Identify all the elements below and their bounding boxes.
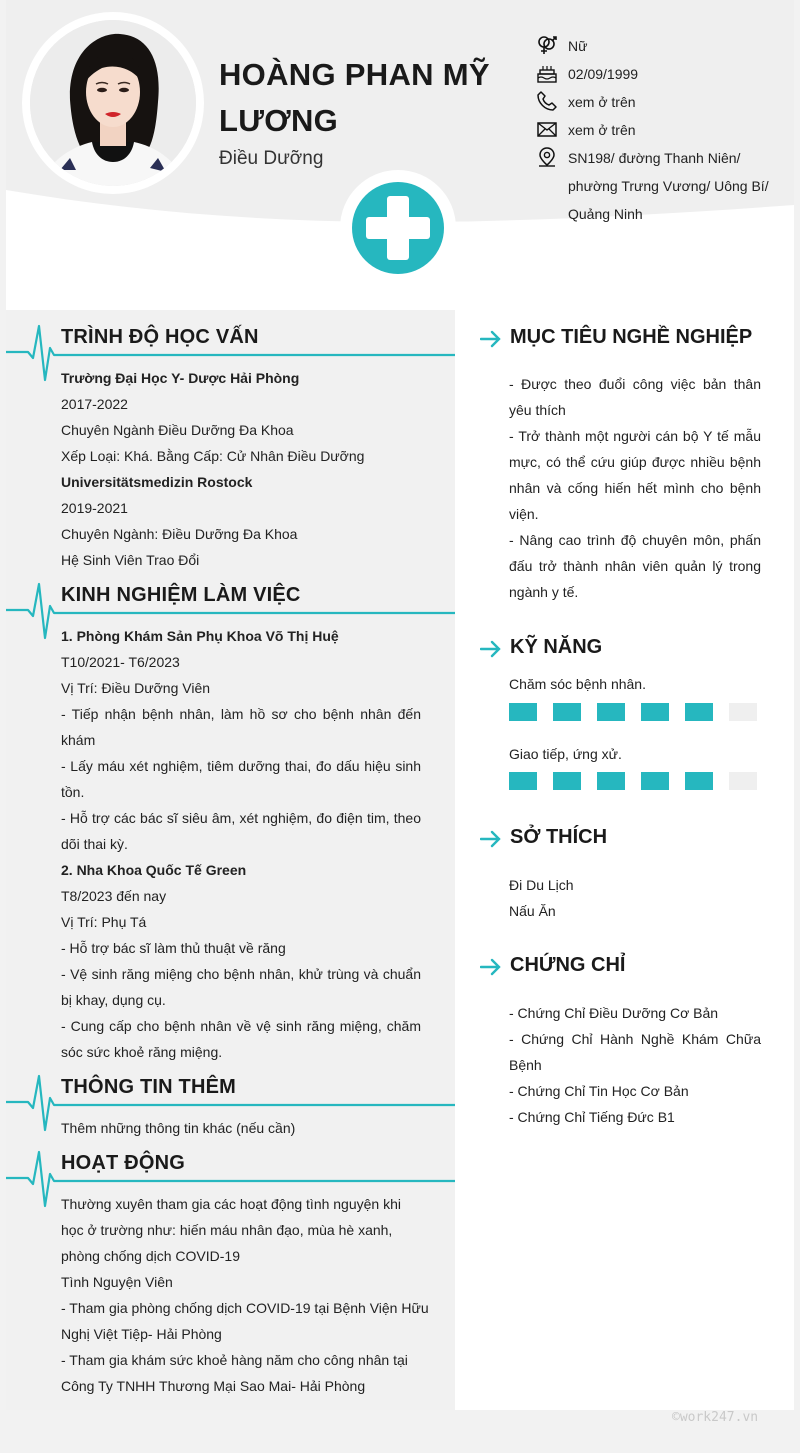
right-column — [455, 310, 794, 1410]
full-name: HOÀNG PHAN MỸ LƯƠNG — [219, 57, 490, 138]
certificate-item: - Chứng Chỉ Điều Dưỡng Cơ Bản — [509, 1005, 719, 1021]
location-pin-icon — [536, 146, 558, 168]
hobbies-list — [509, 872, 761, 924]
certificate-item: - Chứng Chỉ Tin Học Cơ Bản — [509, 1083, 689, 1099]
job-role: Điều Dưỡng — [219, 148, 324, 169]
arrow-right-icon — [480, 830, 502, 848]
skill-segment-empty — [729, 703, 757, 721]
skill-level-bar — [509, 772, 769, 790]
arrow-right-icon — [480, 640, 502, 658]
arrow-right-icon — [480, 330, 502, 348]
certificate-item: - Chứng Chỉ Tiếng Đức B1 — [509, 1109, 675, 1125]
hobby-item: Nấu Ăn — [509, 903, 556, 919]
skill-segment-filled — [597, 703, 625, 721]
section-hobbies-title: SỞ THÍCH — [510, 826, 608, 848]
skill-segment-filled — [597, 772, 625, 790]
skill-level-bar — [509, 703, 769, 721]
contact-address: SN198/ đường Thanh Niên/ phường Trưng Vương/ Uông Bí/ Quảng Ninh — [536, 144, 786, 228]
gender-icon — [536, 34, 558, 56]
education-details: Trường Đại Học Y- Dược Hải Phòng 2017-2022 Chuyên Ngành Điều Dưỡng Đa Khoa Xếp Loại: Khá. Bằng Cấp: Cử Nhân Điều Dưỡng Universitätsmedizin Rostock 2019-2021 Chuyên Ngành: Điều Dưỡng Đa Khoa Hệ Sinh Viên Trao Đổi — [61, 370, 365, 568]
contact-phone: xem ở trên — [536, 88, 786, 116]
contact-info — [536, 32, 786, 228]
skill-segment-filled — [641, 772, 669, 790]
skill-segment-filled — [685, 703, 713, 721]
avatar-frame — [22, 12, 204, 194]
contact-birthday: 02/09/1999 — [536, 60, 786, 88]
arrow-right-icon — [480, 958, 502, 976]
cv-page — [6, 0, 794, 1410]
extra-text: Thêm những thông tin khác (nếu cần) — [61, 1120, 296, 1136]
medical-cross-badge — [340, 170, 456, 286]
section-extra-title: THÔNG TIN THÊM — [61, 1076, 237, 1098]
left-column — [6, 310, 455, 1410]
skill-segment-filled — [553, 703, 581, 721]
email-icon — [536, 118, 558, 140]
skill-segment-filled — [553, 772, 581, 790]
objective-details: - Được theo đuổi công việc bản thân yêu thích - Trở thành một người cán bộ Y tế mẫu mực, có thể cứu giúp được nhiều bệnh nhân và cống hiến hết mình cho bệnh viện. - Nâng cao trình độ chuyên môn, phấn đấu trở thành nhân viên quản lý trong ngành y tế. — [509, 376, 761, 600]
skill-segment-filled — [509, 772, 537, 790]
section-objective-title: MỤC TIÊU NGHỀ NGHIỆP — [510, 326, 753, 348]
skill-segment-filled — [509, 703, 537, 721]
skill-segment-filled — [641, 703, 669, 721]
birthday-cake-icon — [536, 62, 558, 84]
medical-cross-icon — [352, 182, 444, 274]
contact-email: xem ở trên — [536, 116, 786, 144]
certificates-list — [509, 1000, 761, 1130]
section-activities-title: HOẠT ĐỘNG — [61, 1152, 186, 1174]
section-certificates-title: CHỨNG CHỈ — [510, 954, 626, 976]
section-education-title: TRÌNH ĐỘ HỌC VẤN — [61, 326, 259, 348]
skill-label: Chăm sóc bệnh nhân. — [509, 676, 646, 692]
activities-details: Thường xuyên tham gia các hoạt động tình nguyện khi học ở trường như: hiến máu nhân đạo, mùa hè xanh, phòng chống dịch COVID-19 Tình Nguyện Viên - Tham gia phòng chống dịch COVID-19 tại Bệnh Viện Hữu Nghị Việt Tiệp- Hải Phòng - Tham gia khám sức khoẻ hàng năm cho công nhân tại Công Ty TNHH Thương Mại Sao Mai- Hải Phòng — [61, 1196, 429, 1394]
skill-segment-empty — [729, 772, 757, 790]
certificate-item: - Chứng Chỉ Hành Nghề Khám Chữa Bệnh — [509, 1031, 761, 1073]
hobby-item: Đi Du Lịch — [509, 877, 574, 893]
section-skills-title: KỸ NĂNG — [510, 636, 603, 658]
skill-segment-filled — [685, 772, 713, 790]
watermark: ©work247.vn — [672, 1410, 759, 1425]
experience-details: 1. Phòng Khám Sản Phụ Khoa Võ Thị Huệ T10/2021- T6/2023 Vị Trí: Điều Dưỡng Viên - Tiếp nhận bệnh nhân, làm hồ sơ cho bệnh nhân đến khám - Lấy máu xét nghiệm, tiêm dưỡng thai, đo dấu hiệu sinh tồn. - Hỗ trợ các bác sĩ siêu âm, xét nghiệm, đo điện tim, theo dõi thai kỳ. 2. Nha Khoa Quốc Tế Green T8/2023 đến nay Vị Trí: Phụ Tá - Hỗ trợ bác sĩ làm thủ thuật về răng - Vệ sinh răng miệng cho bệnh nhân, khử trùng và chuẩn bị khay, dụng cụ. - Cung cấp cho bệnh nhân về vệ sinh răng miệng, chăm sóc sức khoẻ răng miệng. — [61, 628, 421, 1060]
phone-icon — [536, 90, 558, 112]
avatar — [30, 20, 196, 186]
contact-gender: Nữ — [536, 32, 786, 60]
skill-label: Giao tiếp, ứng xử. — [509, 746, 622, 762]
section-experience-title: KINH NGHIỆM LÀM VIỆC — [61, 584, 301, 606]
